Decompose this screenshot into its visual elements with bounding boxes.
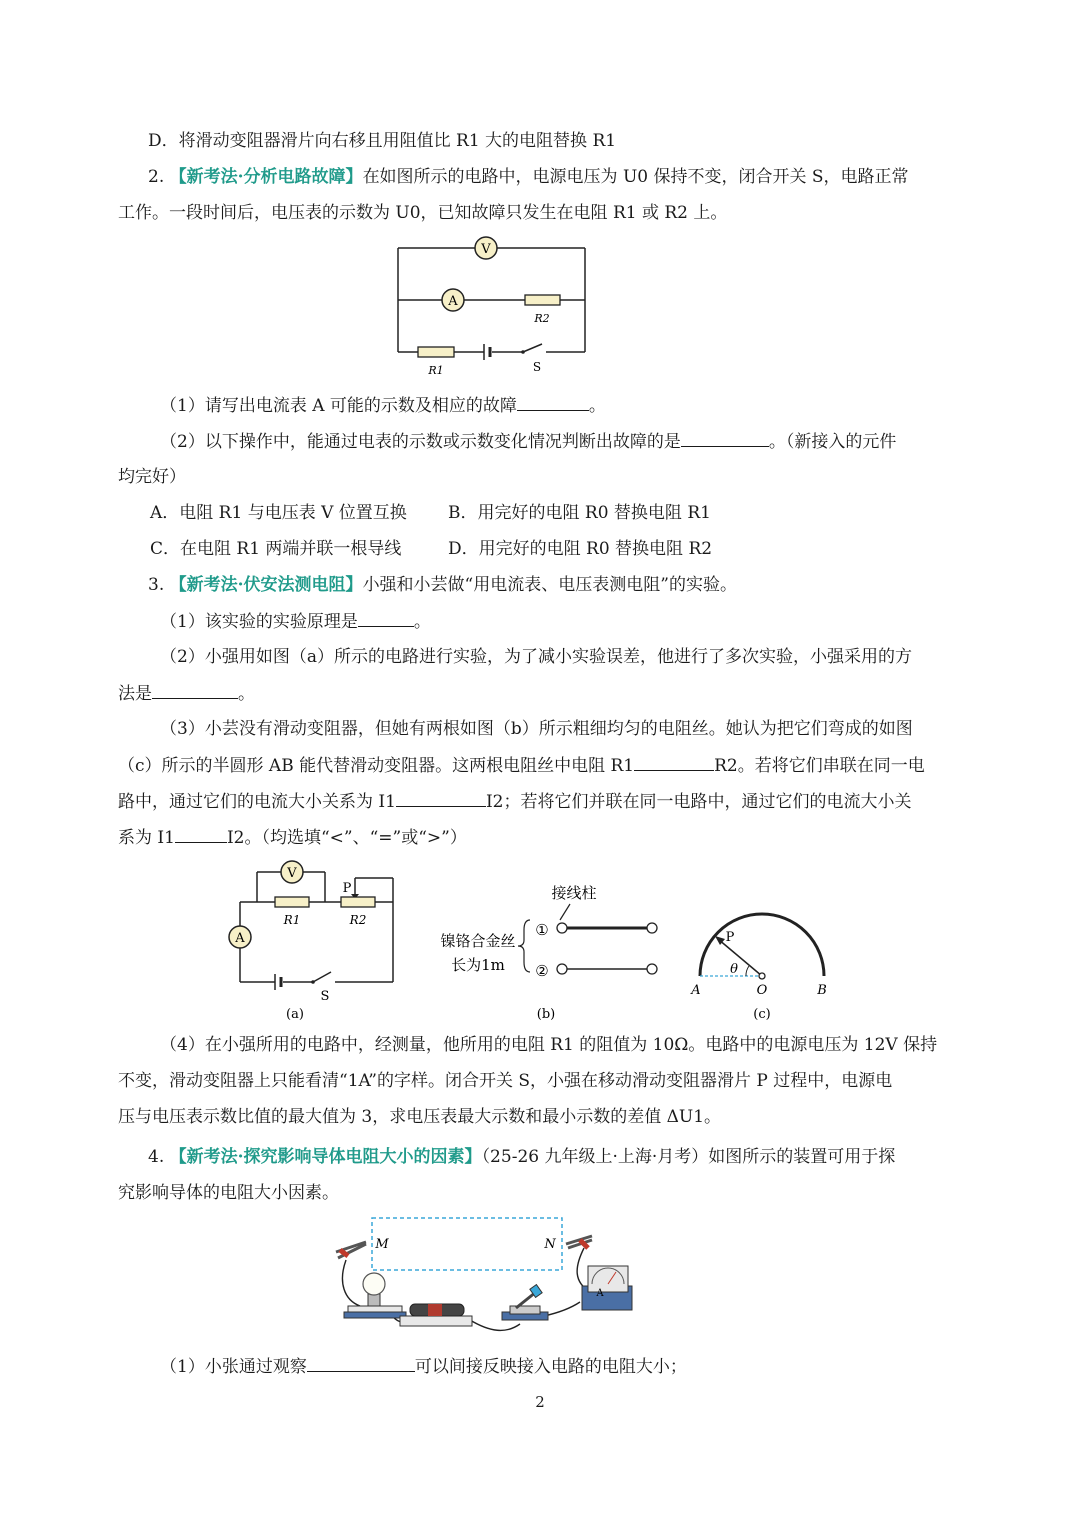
switch-a-pivot [311,980,315,984]
q3-part3a-text: （3）小芸没有滑动变阻器，但她有两根如图（b）所示粗细均匀的电阻丝。她认为把它们弯成的如图 [160,719,913,739]
resistor-a-r1 [275,897,309,907]
q2-option-b [448,502,711,524]
q3-part3d-blank[interactable] [175,826,227,843]
ammeter-a-label: A [235,931,245,946]
q3-part2 [160,646,912,668]
figure-semicircle-c [688,902,838,1023]
q4-number: 4. [148,1147,165,1167]
semicircle-arc [700,914,824,976]
voltmeter-a-label: V [287,866,297,881]
q3-number: 3. [148,575,165,595]
q2-option-c [150,538,401,560]
r2-a-label: R2 [349,913,367,927]
option-d-prev [148,130,616,152]
figure-circuit-a [225,858,400,1023]
switch-pivot [521,350,525,354]
resistor-r1 [418,347,454,357]
q3-text: 小强和小芸做“用电流表、电压表测电阻”的实验。 [362,575,737,595]
q3-part3d [118,826,467,849]
q3-part4b [118,1070,892,1092]
q3-part4b-text: 不变，滑动变阻器上只能看清“1A”的字样。闭合开关 S，小强在移动滑动变阻器滑片 P 过程中，电源电 [118,1071,893,1091]
q4-part1-blank[interactable] [307,1355,415,1372]
q3-header [148,574,737,596]
clip-left-icon [336,1242,366,1258]
q2-part2-text: （2）以下操作中，能通过电表的示数或示数变化情况判断出故障的是 [160,432,681,452]
point-a-label: A [691,983,701,998]
switch-label: S [532,360,542,374]
resistor-a-r2 [341,897,375,907]
r2-label: R2 [534,312,550,325]
wire-2-right-terminal [647,964,657,974]
figure-wires-b [428,878,668,1023]
point-p-label: P [725,930,735,945]
switch-a-label: S [320,989,330,1004]
switch-icon [502,1285,548,1320]
q2-option-a-text: A．电阻 R1 与电压表 V 位置互换 [150,503,407,523]
point-o [759,973,765,979]
q4-text: （25-26 九年级上·上海·月考）如图所示的装置可用于探 [481,1147,896,1167]
q3-part3c-text1: 路中，通过它们的电流大小关系为 I1 [118,792,396,812]
q3-part1-end: 。 [413,612,431,632]
q4-part1-end: 可以间接反映接入电路的电阻大小； [414,1357,687,1377]
arrow-op [718,939,762,976]
page-number: 2 [535,1393,545,1411]
q2-header [148,166,909,188]
wire-1-left-terminal [557,923,567,933]
sample-box-dashed [372,1218,562,1270]
theta-label: θ [730,962,738,977]
q2-tag: 【新考法·分析电路故障】 [169,167,363,187]
clip-right-icon [566,1236,592,1248]
q3-part2-end: 。 [238,684,255,704]
figure-circuit-1 [380,234,610,384]
q2-option-d [448,538,712,560]
q3-part3d-text1: 系为 I1 [118,828,175,848]
q3-part2-text: （2）小强用如图（a）所示的电路进行实验，为了减小实验误差，他进行了多次实验，小强采用的方 [160,647,912,667]
q2-part1-text: （1）请写出电流表 A 可能的示数及相应的故障 [160,396,517,416]
q3-part3c-blank[interactable] [396,790,486,807]
q2-part1-end: 。 [588,396,606,416]
q3-part3b-text1: （c）所示的半圆形 AB 能代替滑动变阻器。这两根电阻丝中电阻 R1 [118,756,635,776]
q2-text2-line [118,202,727,224]
q2-text1: 在如图所示的电路中，电源电压为 U0 保持不变，闭合开关 S，电路正常 [362,167,909,187]
q3-part3b-text2: R2。若将它们串联在同一电 [714,756,925,776]
q2-option-a [150,502,407,524]
bulb-icon [344,1273,406,1318]
q2-number: 2. [148,167,165,187]
q3-part2-cont [118,682,255,705]
ammeter-device-label: A [596,1288,604,1299]
q4-text2-line [118,1182,339,1204]
wire-1-label: ① [535,921,549,939]
label-n: N [544,1237,556,1252]
q3-part4a [160,1034,937,1056]
q2-option-c-text: C．在电阻 R1 两端并联一根导线 [150,539,402,559]
ammeter-device-icon [582,1266,632,1310]
q4-header [148,1146,895,1168]
q2-part2-cont-text: 均完好） [118,467,186,487]
wire-label-2: 长为1m [451,956,505,974]
point-b-label: B [817,983,827,998]
q2-option-d-text: D．用完好的电阻 R0 替换电阻 R2 [448,539,713,559]
q2-part2-end: 。（新接入的元件 [768,432,897,452]
q4-text2: 究影响导体的电阻大小因素。 [118,1183,339,1203]
point-o-label: O [756,983,768,998]
q3-part1-blank[interactable] [358,610,414,627]
q2-part1 [160,394,606,417]
caption-b: (b) [536,1007,556,1022]
slider-p-label: P [342,881,352,896]
label-m: M [375,1237,389,1252]
q4-part1-text: （1）小张通过观察 [160,1357,307,1377]
q2-part2-cont [118,466,186,488]
q3-part3d-text2: I2。（均选填“<”、“=”或“>”） [226,828,467,848]
q3-part3b-blank[interactable] [634,754,714,771]
q3-part1 [160,610,431,633]
q3-part3c [118,790,911,813]
voltmeter-label: V [481,242,491,257]
figure-apparatus [330,1212,640,1344]
r1-a-label: R1 [283,913,301,927]
q3-part3a [160,718,913,740]
q2-text2: 工作。一段时间后，电压表的示数为 U0，已知故障只发生在电阻 R1 或 R2 上。 [118,203,728,223]
q3-part2-cont-text: 法是 [118,684,152,704]
terminal-label: 接线柱 [551,884,597,902]
caption-c: (c) [753,1007,771,1022]
q3-part1-text: （1）该实验的实验原理是 [160,612,358,632]
wire-label-1: 镍铬合金丝 [440,932,516,950]
q3-tag: 【新考法·伏安法测电阻】 [169,575,363,595]
q3-part2-blank[interactable] [152,682,238,699]
q4-tag: 【新考法·探究影响导体电阻大小的因素】 [169,1147,482,1167]
q2-part2-blank[interactable] [681,430,769,447]
wire-2-label: ② [535,962,549,980]
q2-part1-blank[interactable] [517,394,589,411]
resistor-r2 [525,295,560,305]
wire-2-left-terminal [557,964,567,974]
q3-part4c-text: 压与电压表示数比值的最大值为 3，求电压表最大示数和最小示数的差值 ΔU1。 [118,1107,722,1127]
q3-part4a-text: （4）在小强所用的电路中，经测量，他所用的电阻 R1 的阻值为 10Ω。电路中的电源电压为 12V 保持 [160,1035,938,1055]
q2-part2 [160,430,896,453]
q2-option-b-text: B．用完好的电阻 R0 替换电阻 R1 [448,503,711,523]
wire-1-right-terminal [647,923,657,933]
q4-part1 [160,1355,687,1378]
battery-icon [400,1304,472,1326]
q3-part3c-text2: I2；若将它们并联在同一电路中，通过它们的电流大小关 [485,792,912,812]
caption-a: (a) [286,1007,304,1022]
q3-part4c [118,1106,721,1128]
ammeter-label: A [448,294,458,309]
r1-label: R1 [428,364,444,377]
option-d-prev-text: D．将滑动变阻器滑片向右移且用阻值比 R1 大的电阻替换 R1 [148,131,617,151]
q3-part3b [118,754,925,777]
